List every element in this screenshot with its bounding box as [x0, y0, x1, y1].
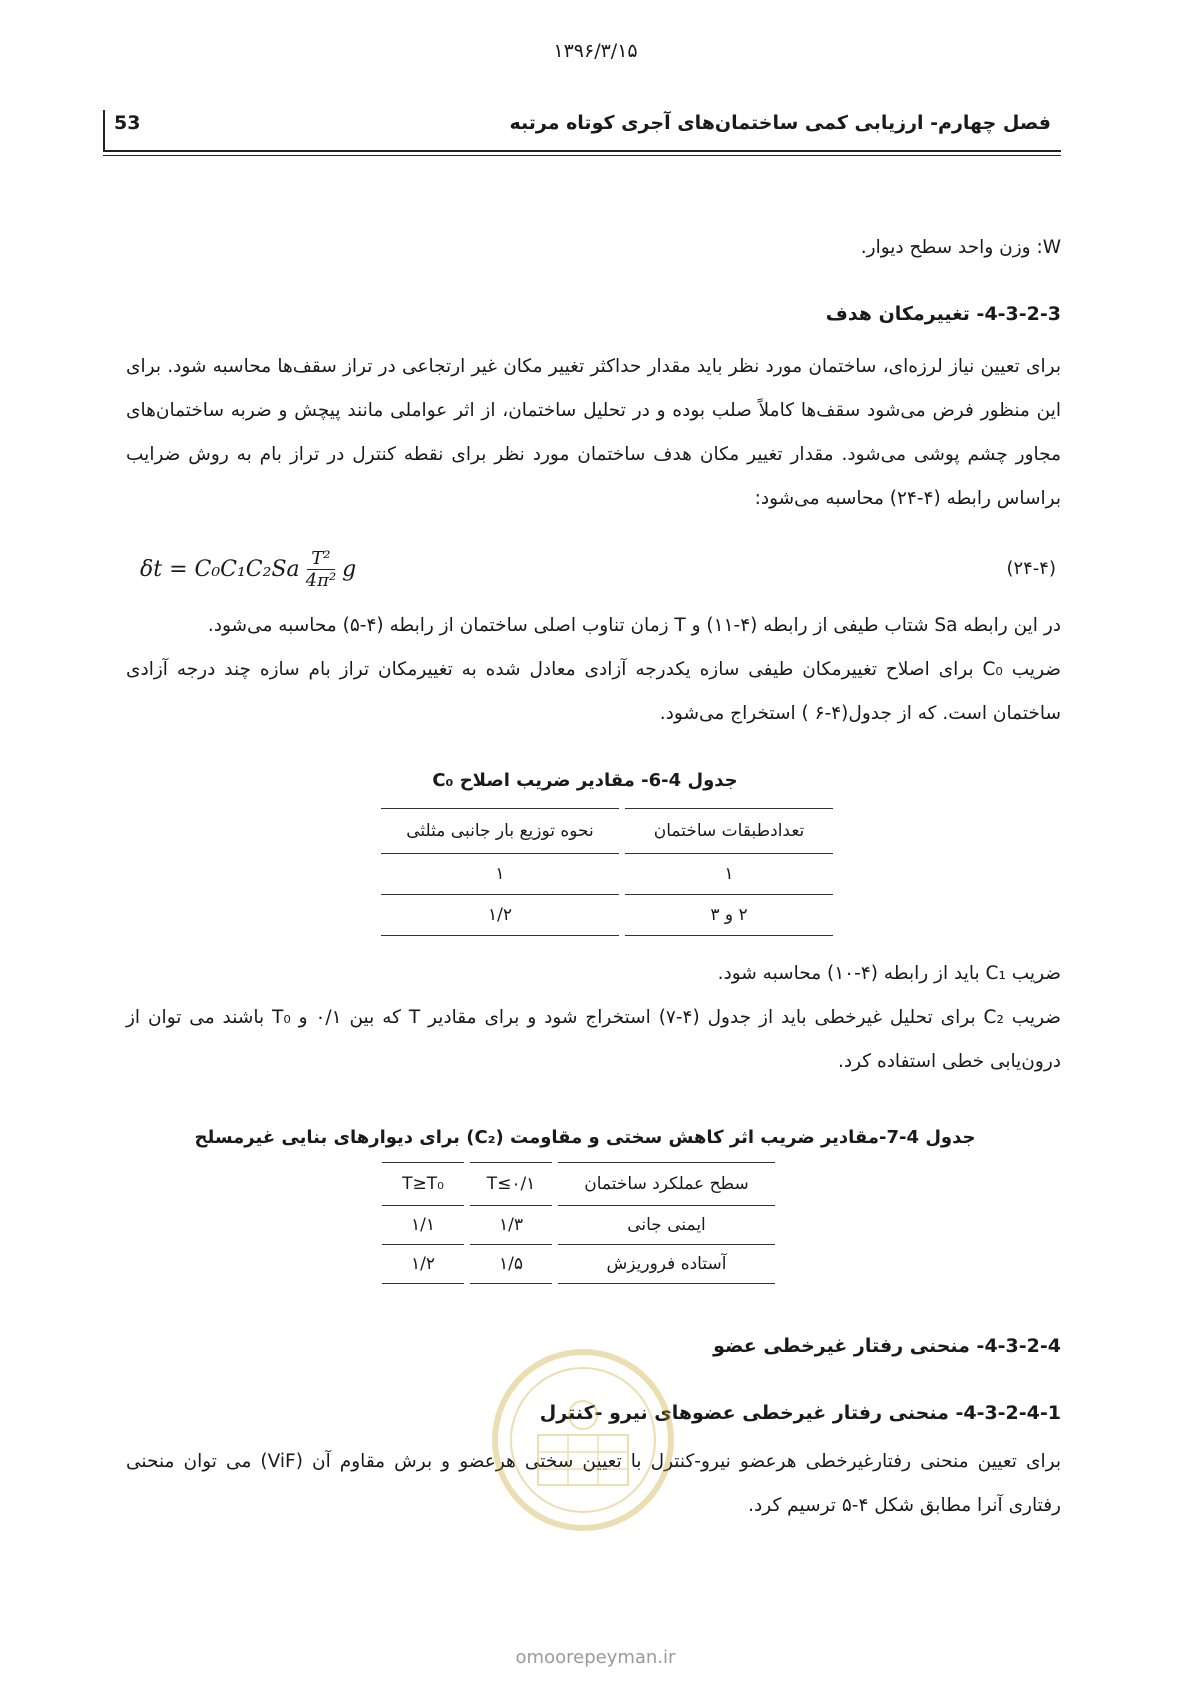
- table-row: [382, 1206, 775, 1245]
- section-heading-target-displacement: 4-3-2-3- تغییرمکان هدف: [825, 303, 1061, 325]
- table-cell: ۱/۲: [382, 1245, 464, 1284]
- watermark-text: omoorepeyman.ir: [515, 1647, 676, 1668]
- paragraph-c1: ضریب C₁ باید از رابطه (۴-۱۰) محاسبه شود.: [717, 963, 1061, 984]
- equation-number: (۲۴-۴): [1006, 558, 1056, 579]
- table-c2: [376, 1162, 781, 1284]
- equation-denominator: 4π²: [305, 570, 337, 591]
- table-1-wrapper: [375, 808, 839, 936]
- paragraph-c0: ضریب C₀ برای اصلاح تغییرمکان طیفی سازه یکدرجه آزادی معادل شده به تغییرمکان تراز بام سازه چند درجه آزادی ساختمان است. که از جدول(۴-۶ ) استخراج می‌شود.: [126, 659, 1061, 724]
- paragraph-c2: ضریب C₂ برای تحلیل غیرخطی باید از جدول (۴-۷) استخراج شود و برای مقادیر T که بین ۰/۱ و T₀ باشند می توان از درون‌یابی خطی استفاده کرد.: [126, 1007, 1062, 1072]
- table-1-header-floors: تعدادطبقات ساختمان: [625, 808, 833, 854]
- equation-numerator: T²: [307, 548, 334, 570]
- table-cell: ۱: [625, 854, 833, 895]
- table-cell: ۱/۳: [470, 1206, 552, 1245]
- paragraph-intro: برای تعیین نیاز لرزه‌ای، ساختمان مورد نظر باید مقدار حداکثر تغییر مکان غیر ارتجاعی در تراز سقف‌ها محاسبه شود. برای این منظور فرض می‌شود سقف‌ها کاملاً صلب بوده و در تحلیل ساختمان، از اثر عواملی مانند پیچش و ضربه ساختمان‌های مجاور چشم پوشی می‌شود. مقدار تغییر مکان هدف ساختمان مورد نظر برای نقطه کنترل در تراز بام به روش ضرایب براساس رابطه (۴-۲۴) محاسبه می‌شود:: [126, 356, 1061, 509]
- table-cell: ۱/۵: [470, 1245, 552, 1284]
- page-number: 53: [114, 112, 141, 134]
- equation-fraction: [306, 548, 337, 591]
- paragraph-force-controlled: برای تعیین منحنی رفتارغیرخطی هرعضو نیرو-کنترل با تعیین سختی هرعضو و برش مقاوم آن (ViF) می توان منحنی رفتاری آنرا مطابق شکل ۴-۵ ترسیم کرد.: [126, 1451, 1061, 1516]
- table-2-header-t-high: T≥T₀: [382, 1162, 464, 1206]
- table-cell: ۱: [381, 854, 619, 895]
- header-divider-vertical: [103, 110, 105, 152]
- table-2-header-t-low: T≤۰/۱: [470, 1162, 552, 1206]
- paragraph-sa: در این رابطه Sa شتاب طیفی از رابطه (۴-۱۱) و T زمان تناوب اصلی ساختمان از رابطه (۴-۵) محاسبه می‌شود.: [207, 615, 1061, 636]
- table-row: [381, 854, 833, 895]
- table-2-wrapper: [376, 1162, 781, 1284]
- section-heading-nonlinear-curve: 4-3-2-4- منحنی رفتار غیرخطی عضو: [713, 1335, 1061, 1357]
- table-cell: ایمنی جانی: [558, 1206, 775, 1245]
- w-definition: W: وزن واحد سطح دیوار.: [860, 237, 1061, 258]
- equation-target-displacement: [140, 548, 356, 591]
- table-1-header-distribution: نحوه توزیع بار جانبی مثلثی: [381, 808, 619, 854]
- section-heading-force-controlled: 4-3-2-4-1- منحنی رفتار غیرخطی عضوهای نیرو -کنترل: [539, 1402, 1061, 1424]
- table-c0: [375, 808, 839, 936]
- table-cell: آستاده فروریزش: [558, 1245, 775, 1284]
- header-rule-thin: [103, 155, 1061, 156]
- table-2-header-performance: سطح عملکرد ساختمان: [558, 1162, 775, 1206]
- table-cell: ۲ و ۳: [625, 895, 833, 936]
- table-cell: ۱/۱: [382, 1206, 464, 1245]
- equation-lhs: δt = C₀C₁C₂Sa: [140, 557, 300, 582]
- table-1-caption: جدول 4-6- مقادیر ضریب اصلاح C₀: [432, 770, 738, 791]
- seal-logo-icon: [483, 1345, 683, 1535]
- page-date: ۱۳۹۶/۳/۱۵: [553, 40, 638, 62]
- table-2-caption: جدول 4-7-مقادیر ضریب اثر کاهش سختی و مقاومت (C₂) برای دیوارهای بنایی غیرمسلح: [194, 1127, 976, 1148]
- chapter-title: فصل چهارم- ارزیابی کمی ساختمان‌های آجری کوتاه مرتبه: [509, 112, 1051, 134]
- table-row: [382, 1245, 775, 1284]
- table-row: [381, 895, 833, 936]
- header-rule: [103, 150, 1061, 152]
- equation-tail: g: [342, 557, 357, 582]
- table-cell: ۱/۲: [381, 895, 619, 936]
